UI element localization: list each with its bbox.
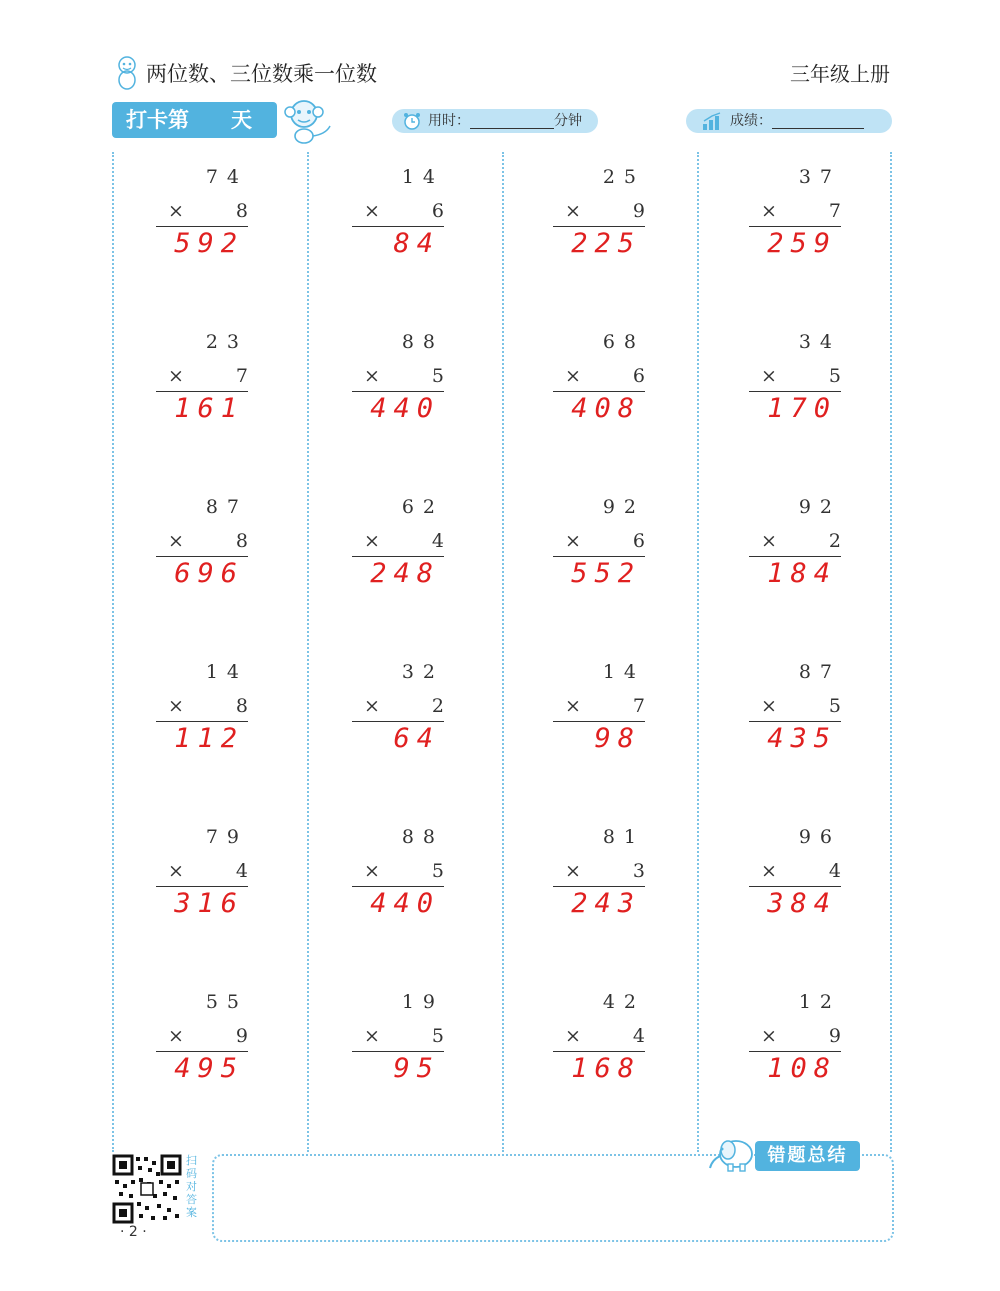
time-blank[interactable] [470, 113, 554, 129]
handwritten-answer[interactable]: 112 [174, 723, 244, 754]
multiply-sign: × [565, 1025, 581, 1047]
answer-line [749, 721, 841, 722]
multiplication-problem [749, 653, 849, 763]
multiplier: 9 [632, 200, 645, 222]
handwritten-answer[interactable]: 316 [174, 888, 244, 919]
answer-line [156, 391, 248, 392]
answer-line [749, 1051, 841, 1052]
answer-line [156, 226, 248, 227]
multiplicand: 88 [401, 331, 444, 353]
score-field [686, 109, 892, 133]
multiplicand: 79 [205, 826, 248, 848]
multiplicand: 37 [798, 166, 841, 188]
handwritten-answer[interactable]: 435 [767, 723, 837, 754]
multiplicand: 68 [602, 331, 645, 353]
multiplier: 9 [828, 1025, 841, 1047]
multiplication-problem [749, 323, 849, 433]
multiplier: 4 [632, 1025, 645, 1047]
multiply-sign: × [168, 695, 184, 717]
qr-caption: 扫码对答案 [186, 1154, 197, 1219]
answer-line [749, 391, 841, 392]
multiplicand: 34 [798, 331, 841, 353]
multiplicand: 19 [401, 991, 444, 1013]
handwritten-answer[interactable]: 696 [174, 558, 244, 589]
multiplier: 7 [235, 365, 248, 387]
multiplier: 8 [235, 200, 248, 222]
answer-line [352, 556, 444, 557]
multiplication-problem [749, 818, 849, 928]
qr-code-icon[interactable] [112, 1154, 182, 1224]
multiplicand: 87 [798, 661, 841, 683]
multiplicand: 88 [401, 826, 444, 848]
multiplication-problem [156, 323, 256, 433]
handwritten-answer[interactable]: 64 [393, 723, 440, 754]
handwritten-answer[interactable]: 170 [767, 393, 837, 424]
column-divider [502, 152, 504, 1152]
handwritten-answer[interactable]: 243 [571, 888, 641, 919]
column-divider [112, 152, 114, 1152]
multiplier: 6 [632, 365, 645, 387]
checkin-badge [112, 102, 277, 138]
handwritten-answer[interactable]: 592 [174, 228, 244, 259]
handwritten-answer[interactable]: 95 [393, 1053, 440, 1084]
handwritten-answer[interactable]: 184 [767, 558, 837, 589]
multiplier: 9 [235, 1025, 248, 1047]
worksheet-title: 两位数、三位数乘一位数 [146, 62, 377, 86]
handwritten-answer[interactable]: 161 [174, 393, 244, 424]
handwritten-answer[interactable]: 259 [767, 228, 837, 259]
multiplication-problem [156, 488, 256, 598]
multiplier: 5 [431, 860, 444, 882]
multiplier: 6 [632, 530, 645, 552]
multiply-sign: × [761, 695, 777, 717]
multiply-sign: × [364, 200, 380, 222]
multiply-sign: × [364, 695, 380, 717]
column-divider [697, 152, 699, 1152]
answer-line [553, 391, 645, 392]
multiplier: 7 [632, 695, 645, 717]
multiplication-problem [352, 323, 452, 433]
multiplication-problem [553, 818, 653, 928]
multiplicand: 92 [798, 496, 841, 518]
score-label: 成绩： [730, 113, 772, 129]
answer-line [156, 886, 248, 887]
multiplication-problem [749, 488, 849, 598]
multiply-sign: × [364, 1025, 380, 1047]
multiplicand: 55 [205, 991, 248, 1013]
mascot-icon [114, 56, 140, 90]
growth-chart-icon [702, 112, 724, 130]
multiplicand: 62 [401, 496, 444, 518]
multiplication-problem [553, 653, 653, 763]
page-title [114, 56, 377, 90]
multiplier: 5 [431, 365, 444, 387]
multiply-sign: × [565, 530, 581, 552]
multiplication-problem [553, 158, 653, 268]
multiplicand: 14 [602, 661, 645, 683]
alarm-clock-icon [402, 112, 422, 130]
multiplier: 7 [828, 200, 841, 222]
multiply-sign: × [565, 365, 581, 387]
multiplicand: 23 [205, 331, 248, 353]
answer-line [156, 721, 248, 722]
multiplication-problem [749, 158, 849, 268]
multiplication-problem [156, 653, 256, 763]
time-field [392, 109, 598, 133]
multiply-sign: × [168, 200, 184, 222]
handwritten-answer[interactable]: 248 [370, 558, 440, 589]
problem-grid [112, 152, 892, 1152]
multiply-sign: × [168, 365, 184, 387]
answer-line [553, 226, 645, 227]
checkin-suffix: 天 [231, 108, 252, 132]
multiplier: 8 [235, 695, 248, 717]
multiplication-problem [749, 983, 849, 1093]
page-number: · 2 · [120, 1224, 147, 1240]
multiplicand: 14 [205, 661, 248, 683]
multiply-sign: × [565, 860, 581, 882]
handwritten-answer[interactable]: 552 [571, 558, 641, 589]
answer-line [352, 1051, 444, 1052]
checkin-prefix: 打卡第 [126, 108, 189, 132]
time-label: 用时： [428, 113, 470, 129]
multiply-sign: × [364, 860, 380, 882]
multiplier: 2 [431, 695, 444, 717]
handwritten-answer[interactable]: 108 [767, 1053, 837, 1084]
score-blank[interactable] [772, 113, 864, 129]
multiply-sign: × [168, 1025, 184, 1047]
multiplication-problem [352, 488, 452, 598]
multiplier: 5 [828, 365, 841, 387]
multiplication-problem [553, 323, 653, 433]
multiplier: 8 [235, 530, 248, 552]
multiplicand: 87 [205, 496, 248, 518]
multiplier: 5 [431, 1025, 444, 1047]
multiplication-problem [352, 653, 452, 763]
column-divider [890, 152, 892, 1152]
multiplication-problem [156, 983, 256, 1093]
multiplier: 3 [632, 860, 645, 882]
answer-line [553, 886, 645, 887]
multiply-sign: × [168, 530, 184, 552]
multiplicand: 96 [798, 826, 841, 848]
handwritten-answer[interactable]: 225 [571, 228, 641, 259]
multiply-sign: × [168, 860, 184, 882]
multiplication-problem [352, 818, 452, 928]
answer-line [553, 721, 645, 722]
answer-line [553, 1051, 645, 1052]
time-unit: 分钟 [554, 113, 582, 129]
answer-line [352, 391, 444, 392]
multiplication-problem [156, 818, 256, 928]
answer-line [156, 1051, 248, 1052]
multiply-sign: × [364, 530, 380, 552]
answer-line [749, 226, 841, 227]
multiply-sign: × [761, 530, 777, 552]
answer-line [749, 556, 841, 557]
handwritten-answer[interactable]: 495 [174, 1053, 244, 1084]
multiplication-problem [553, 983, 653, 1093]
handwritten-answer[interactable]: 98 [594, 723, 641, 754]
handwritten-answer[interactable]: 384 [767, 888, 837, 919]
multiply-sign: × [565, 200, 581, 222]
multiplicand: 32 [401, 661, 444, 683]
handwritten-answer[interactable]: 84 [393, 228, 440, 259]
answer-line [553, 556, 645, 557]
answer-line [352, 226, 444, 227]
multiplication-problem [352, 983, 452, 1093]
multiplier: 5 [828, 695, 841, 717]
multiplier: 4 [235, 860, 248, 882]
multiplication-problem [156, 158, 256, 268]
monkey-mascot-icon [278, 96, 334, 144]
multiplicand: 92 [602, 496, 645, 518]
multiplicand: 42 [602, 991, 645, 1013]
elephant-icon [706, 1134, 756, 1172]
multiplier: 4 [431, 530, 444, 552]
mistake-summary-label: 错题总结 [755, 1141, 860, 1171]
multiply-sign: × [761, 1025, 777, 1047]
grade-label: 三年级上册 [790, 62, 890, 86]
multiplication-problem [352, 158, 452, 268]
handwritten-answer[interactable]: 168 [571, 1053, 641, 1084]
answer-line [749, 886, 841, 887]
handwritten-answer[interactable]: 440 [370, 393, 440, 424]
multiply-sign: × [761, 365, 777, 387]
handwritten-answer[interactable]: 408 [571, 393, 641, 424]
multiplication-problem [553, 488, 653, 598]
column-divider [307, 152, 309, 1152]
multiplicand: 81 [602, 826, 645, 848]
answer-line [352, 886, 444, 887]
multiplicand: 12 [798, 991, 841, 1013]
handwritten-answer[interactable]: 440 [370, 888, 440, 919]
multiplier: 6 [431, 200, 444, 222]
multiplier: 4 [828, 860, 841, 882]
answer-line [156, 556, 248, 557]
multiplicand: 74 [205, 166, 248, 188]
multiply-sign: × [761, 860, 777, 882]
multiply-sign: × [364, 365, 380, 387]
multiplier: 2 [828, 530, 841, 552]
multiplicand: 25 [602, 166, 645, 188]
multiplicand: 14 [401, 166, 444, 188]
multiply-sign: × [761, 200, 777, 222]
answer-line [352, 721, 444, 722]
multiply-sign: × [565, 695, 581, 717]
